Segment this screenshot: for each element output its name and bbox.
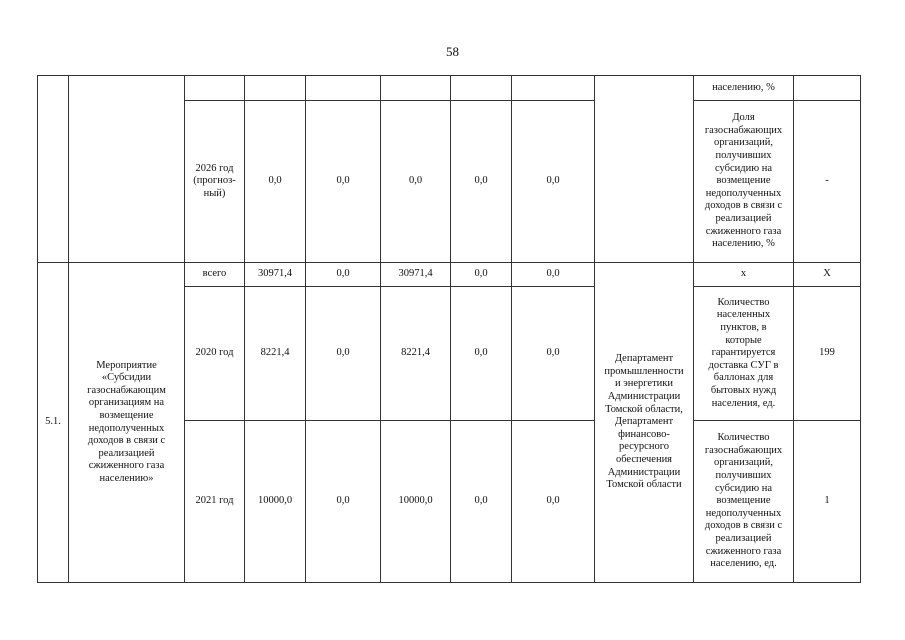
federal-cell: 0,0 <box>306 101 381 263</box>
regional-cell <box>381 76 451 101</box>
indicator-text: населению, % <box>712 81 775 93</box>
federal-cell: 0,0 <box>306 421 381 583</box>
event-name-cell <box>69 76 185 263</box>
indicator-cell: x <box>694 263 794 287</box>
year-cell: 2021 год <box>185 421 245 583</box>
federal-cell <box>306 76 381 101</box>
page-number: 58 <box>446 44 459 59</box>
year-cell <box>185 101 245 263</box>
other-cell <box>512 76 595 101</box>
local-cell: 0,0 <box>451 263 512 287</box>
regional-cell: 8221,4 <box>381 287 451 421</box>
event-name: Мероприятие «Субсидии газоснабжающим организациям на возмещение недополученных доходов в связи с реализацией сжиженного газа населению» <box>87 359 166 484</box>
indicator-value-cell <box>794 76 861 101</box>
indicator-value-cell: 199 <box>794 287 861 421</box>
executor-cell <box>595 263 694 583</box>
regional-cell: 10000,0 <box>381 421 451 583</box>
year-cell: всего <box>185 263 245 287</box>
number-cell <box>38 76 69 263</box>
other-cell: 0,0 <box>512 263 595 287</box>
local-cell: 0,0 <box>451 287 512 421</box>
indicator-value-cell: 1 <box>794 421 861 583</box>
indicator-cell <box>694 287 794 421</box>
federal-cell: 0,0 <box>306 287 381 421</box>
indicator-text: Количество населенных пунктов, в которые гарантируется доставка СУГ в баллонах для бытовых нужд населения, ед. <box>708 296 779 409</box>
total-cell: 8221,4 <box>245 287 306 421</box>
total-cell: 30971,4 <box>245 263 306 287</box>
event-name-cell <box>69 263 185 583</box>
total-cell: 0,0 <box>245 101 306 263</box>
indicator-text: Доля газоснабжающих организаций, получивших субсидию на возмещение недополученных доходов в связи с реализацией сжиженного газа населению, % <box>704 112 783 250</box>
number-cell: 5.1. <box>38 263 69 583</box>
local-cell: 0,0 <box>451 101 512 263</box>
regional-cell: 30971,4 <box>381 263 451 287</box>
other-cell: 0,0 <box>512 101 595 263</box>
other-cell: 0,0 <box>512 421 595 583</box>
executor-text: Департамент промышленности и энергетики Администрации Томской области, Департамент финансово- ресурсного обеспечения Администрации Томской области <box>604 353 684 491</box>
indicator-value-cell: - <box>794 101 861 263</box>
indicator-cell <box>694 76 794 101</box>
other-cell: 0,0 <box>512 287 595 421</box>
year-cell <box>185 76 245 101</box>
indicator-text: Количество газоснабжающих организаций, получивших субсидию на возмещение недополученных доходов в связи с реализацией сжиженного газа населению, ед. <box>704 432 783 570</box>
total-cell: 10000,0 <box>245 421 306 583</box>
year-text: 2026 год (прогноз- ный) <box>193 162 236 199</box>
local-cell <box>451 76 512 101</box>
table-row <box>38 76 861 101</box>
local-cell: 0,0 <box>451 421 512 583</box>
executor-cell <box>595 76 694 263</box>
regional-cell: 0,0 <box>381 101 451 263</box>
year-cell: 2020 год <box>185 287 245 421</box>
total-cell <box>245 76 306 101</box>
table-row <box>38 263 861 287</box>
indicator-cell <box>694 421 794 583</box>
indicator-cell <box>694 101 794 263</box>
budget-table <box>37 75 861 583</box>
indicator-value-cell: X <box>794 263 861 287</box>
federal-cell: 0,0 <box>306 263 381 287</box>
